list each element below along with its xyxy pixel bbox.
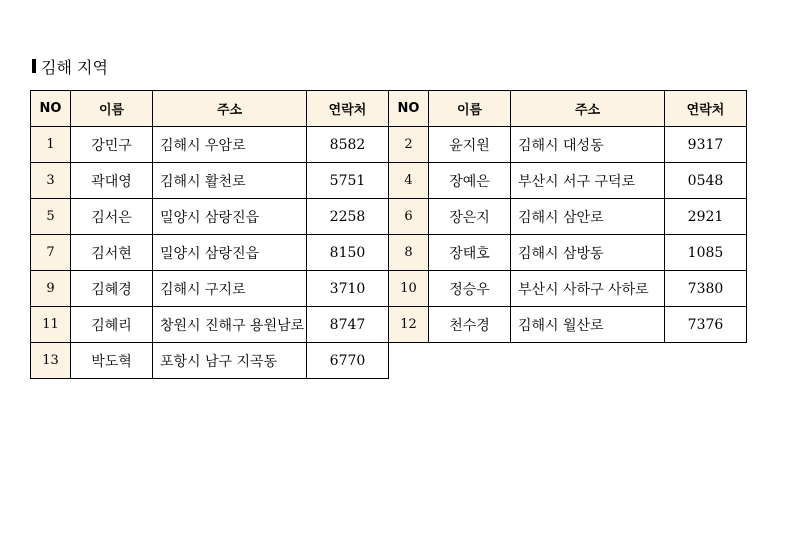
person-name: 김서현	[71, 235, 153, 271]
header-phone: 연락처	[665, 91, 747, 127]
header-address: 주소	[511, 91, 665, 127]
table-row	[31, 163, 747, 199]
header-name: 이름	[71, 91, 153, 127]
section-title-text: 김해 지역	[41, 57, 108, 77]
person-address: 밀양시 삼랑진읍	[153, 235, 307, 271]
person-phone: 3710	[307, 271, 389, 307]
row-number: 1	[31, 127, 71, 163]
person-name: 곽대영	[71, 163, 153, 199]
table-row	[31, 199, 747, 235]
header-name: 이름	[429, 91, 511, 127]
person-name: 정승우	[429, 271, 511, 307]
person-address: 김해시 월산로	[511, 307, 665, 343]
contact-table	[30, 90, 747, 379]
row-number: 2	[389, 127, 429, 163]
person-address: 밀양시 삼랑진읍	[153, 199, 307, 235]
person-address: 부산시 서구 구덕로	[511, 163, 665, 199]
row-number: 12	[389, 307, 429, 343]
row-number: 10	[389, 271, 429, 307]
table-row	[31, 235, 747, 271]
person-name: 장은지	[429, 199, 511, 235]
person-address: 김해시 활천로	[153, 163, 307, 199]
row-number: 5	[31, 199, 71, 235]
person-name: 김서은	[71, 199, 153, 235]
person-name: 천수경	[429, 307, 511, 343]
row-number: 9	[31, 271, 71, 307]
person-phone: 2921	[665, 199, 747, 235]
table-row	[31, 343, 747, 379]
table-row	[31, 307, 747, 343]
person-address: 포항시 남구 지곡동	[153, 343, 307, 379]
person-address: 김해시 삼안로	[511, 199, 665, 235]
header-row	[31, 91, 747, 127]
person-phone: 5751	[307, 163, 389, 199]
person-phone: 0548	[665, 163, 747, 199]
person-phone: 1085	[665, 235, 747, 271]
row-number: 11	[31, 307, 71, 343]
header-no: NO	[31, 91, 71, 127]
person-phone: 9317	[665, 127, 747, 163]
heading-bar-marker	[32, 59, 36, 73]
empty-cell	[389, 343, 747, 379]
person-address: 김해시 우암로	[153, 127, 307, 163]
person-phone: 2258	[307, 199, 389, 235]
row-number: 13	[31, 343, 71, 379]
person-name: 박도혁	[71, 343, 153, 379]
person-phone: 8747	[307, 307, 389, 343]
person-address: 창원시 진해구 용원남로	[153, 307, 307, 343]
person-name: 장예은	[429, 163, 511, 199]
table-row	[31, 127, 747, 163]
person-phone: 8582	[307, 127, 389, 163]
person-address: 김해시 구지로	[153, 271, 307, 307]
person-name: 강민구	[71, 127, 153, 163]
row-number: 8	[389, 235, 429, 271]
person-phone: 7380	[665, 271, 747, 307]
person-name: 윤지원	[429, 127, 511, 163]
section-heading	[32, 55, 108, 77]
row-number: 3	[31, 163, 71, 199]
header-address: 주소	[153, 91, 307, 127]
person-phone: 7376	[665, 307, 747, 343]
person-name: 김혜경	[71, 271, 153, 307]
person-address: 김해시 삼방동	[511, 235, 665, 271]
person-phone: 6770	[307, 343, 389, 379]
person-name: 장태호	[429, 235, 511, 271]
header-phone: 연락처	[307, 91, 389, 127]
person-address: 김해시 대성동	[511, 127, 665, 163]
person-name: 김혜리	[71, 307, 153, 343]
table-row	[31, 271, 747, 307]
row-number: 7	[31, 235, 71, 271]
header-no: NO	[389, 91, 429, 127]
row-number: 6	[389, 199, 429, 235]
person-address: 부산시 사하구 사하로	[511, 271, 665, 307]
person-phone: 8150	[307, 235, 389, 271]
row-number: 4	[389, 163, 429, 199]
